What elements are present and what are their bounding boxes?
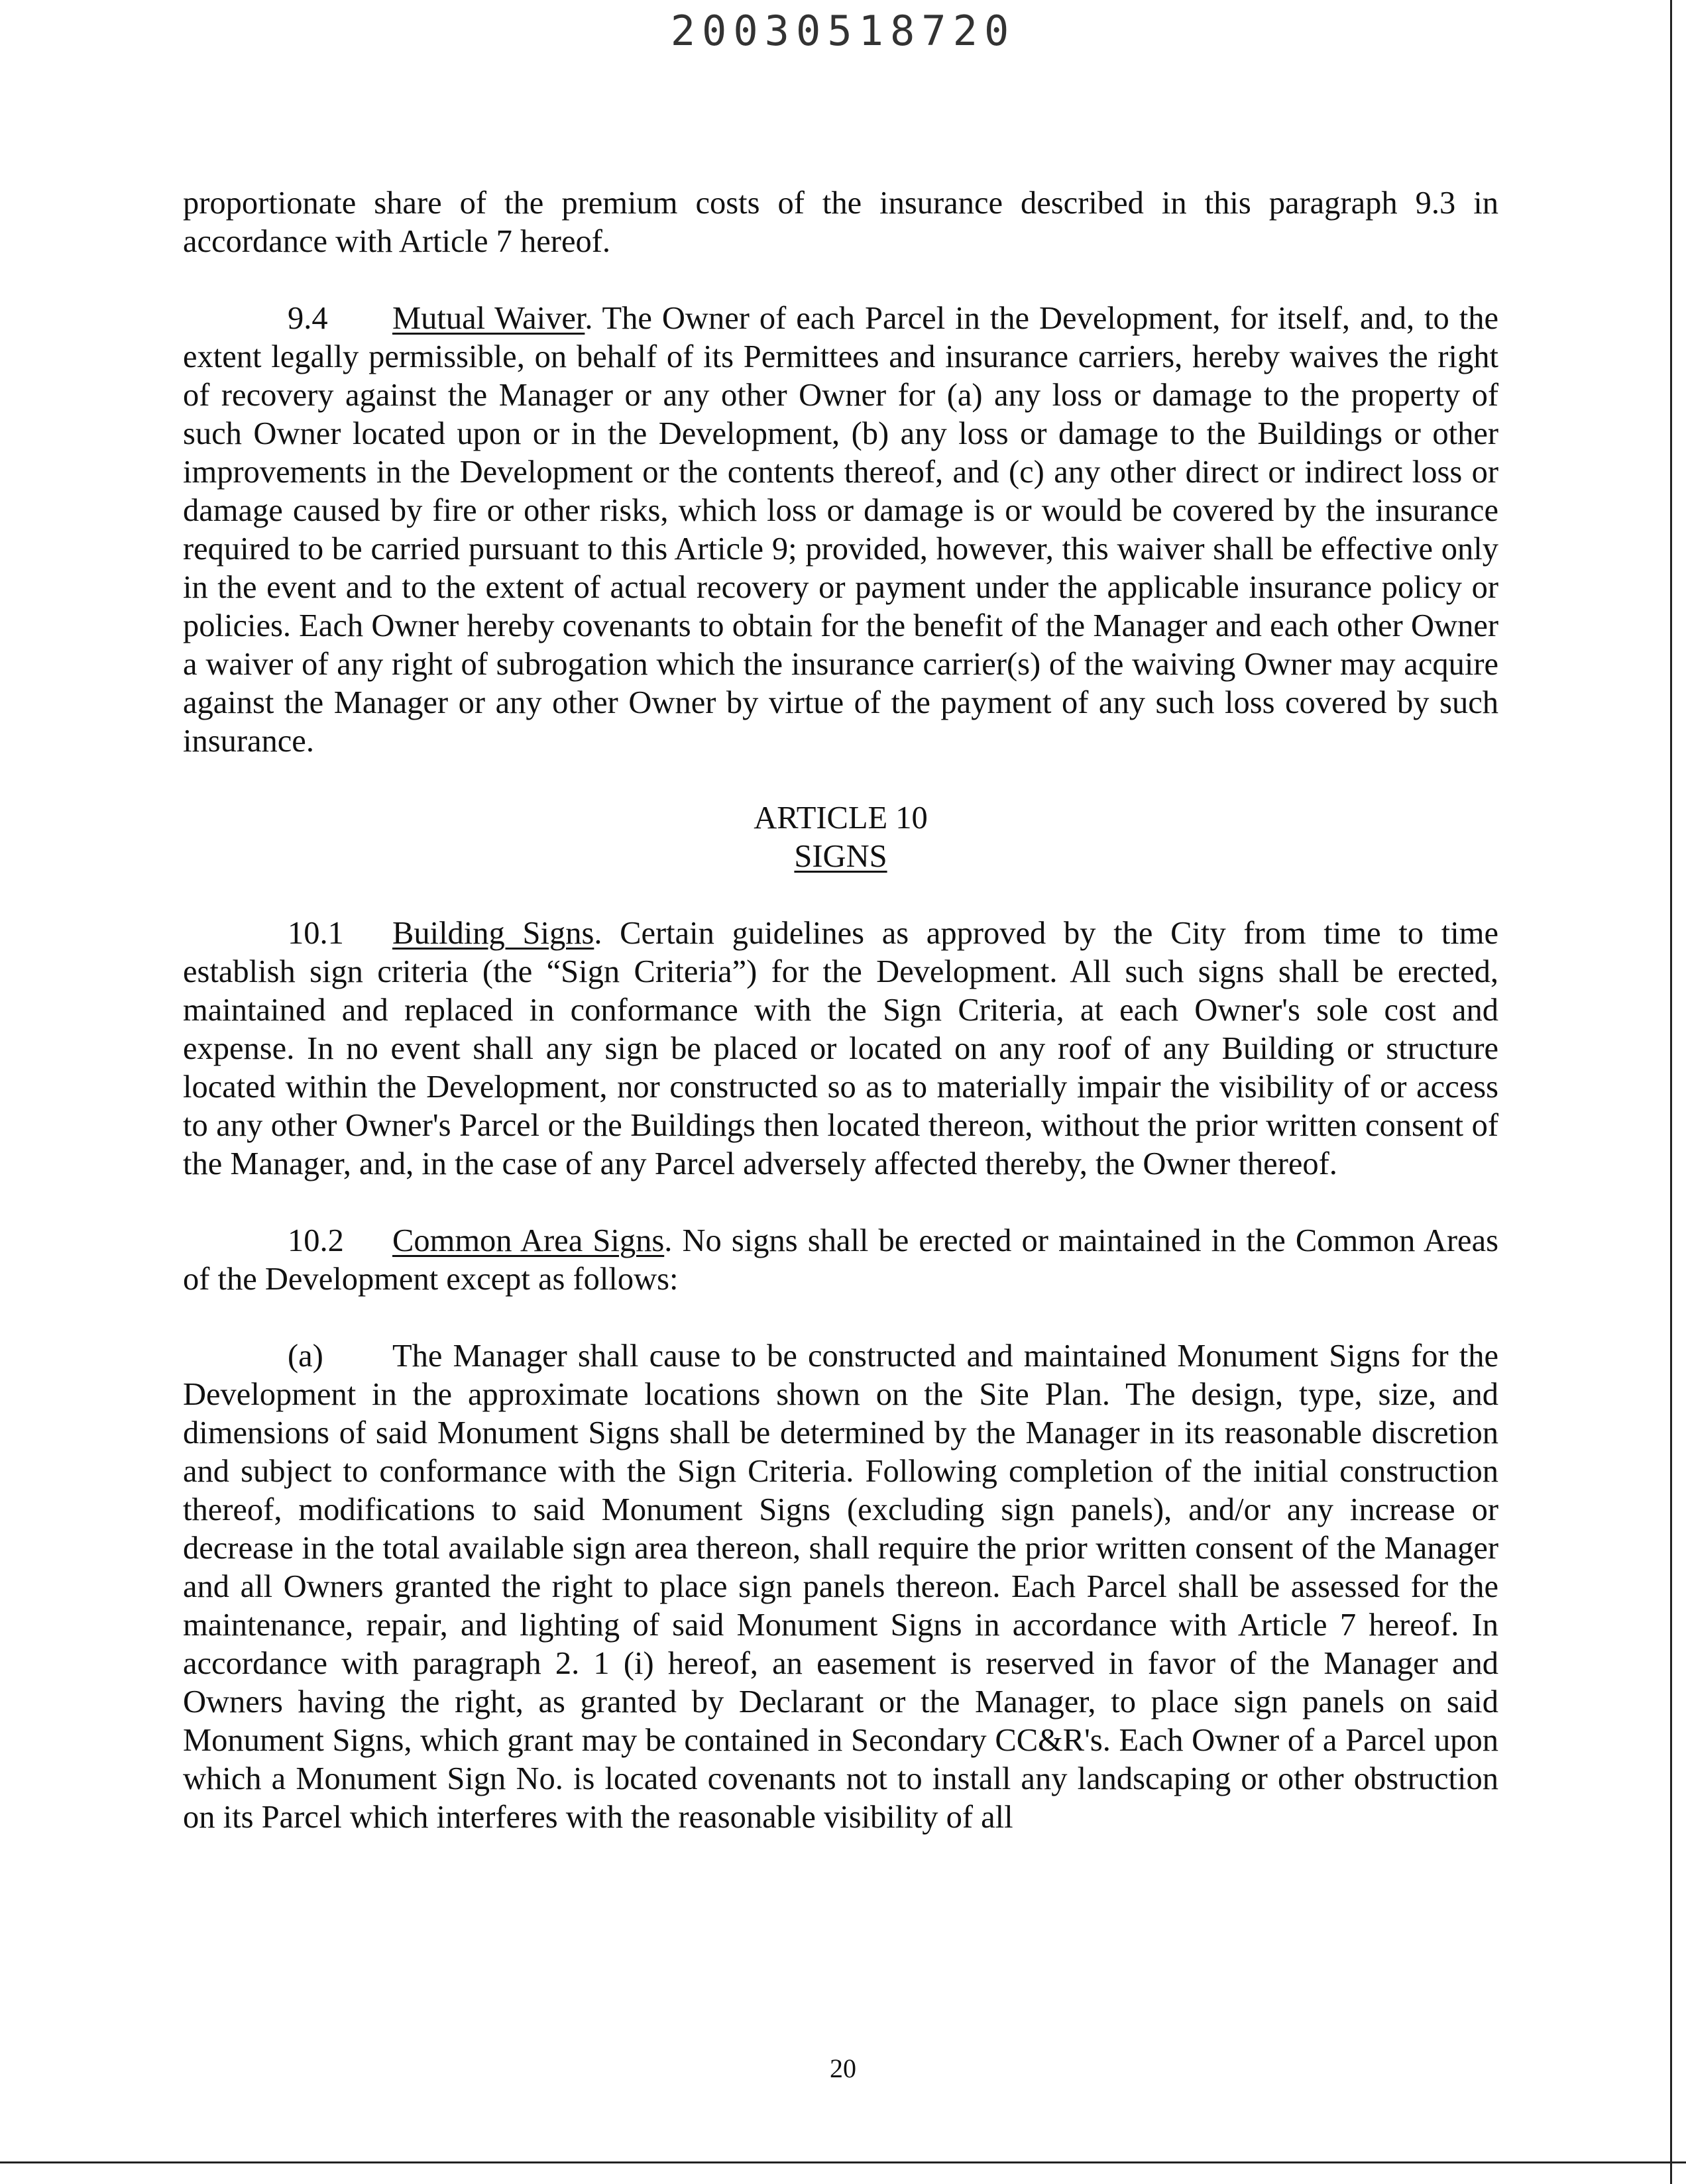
section-heading: Mutual Waiver	[392, 301, 585, 336]
scan-edge-right	[1670, 0, 1672, 2184]
section-number: 10.1	[288, 916, 344, 951]
section-text: . The Owner of each Parcel in the Development, for itself, and, to the extent legally permissible, on behalf of its Permittees and insurance carriers, hereby waives the right of recovery against the Manager or any other Owner for (a) any loss or damage to the property of such Owner located upon or in the Development, (b) any loss or damage to the Buildings or other improvements in the Development or the contents thereof, and (c) any other direct or indirect loss or damage caused by fire or other risks, which loss or damage is or would be covered by the insurance required to be carried pursuant to this Article 9; provided, however, this waiver shall be effective only in the event and to the extent of actual recovery or payment under the applicable insurance policy or policies. Each Owner hereby covenants to obtain for the benefit of the Manager and each other Owner a waiver of any right of subrogation which the insurance carrier(s) of the waiving Owner may acquire against the Manager or any other Owner by virtue of the payment of any such loss covered by such insurance.	[183, 301, 1499, 759]
section-10-1	[183, 914, 1498, 1183]
article-title: SIGNS	[794, 839, 887, 874]
continuation-paragraph: proportionate share of the premium costs of the insurance described in this paragraph 9.3 in accordance with Article 7 hereof.	[183, 186, 1498, 259]
scan-edge-bottom	[0, 2161, 1686, 2163]
section-10-2	[183, 1222, 1498, 1299]
section-number: 9.4	[288, 301, 328, 336]
page-number: 20	[830, 2053, 856, 2083]
article-label: ARTICLE 10	[754, 800, 928, 836]
section-text: . Certain guidelines as approved by the City from time to time establish sign criteria (the “Sign Criteria”) for the Development. All such signs shall be erected, maintained and replaced in conformance with the Sign Criteria, at each Owner's sole cost and expense. In no event shall any sign be placed or located on any roof of any Building or structure located within the Development, nor constructed so as to materially impair the visibility of or access to any other Owner's Parcel or the Buildings then located thereon, without the prior written consent of the Manager, and, in the case of any Parcel adversely affected thereby, the Owner thereof.	[183, 916, 1498, 1181]
section-text: . No signs shall be erected or maintained in the Common Areas of the Development except as follows:	[183, 1223, 1498, 1297]
section-number: 10.2	[288, 1223, 344, 1258]
section-9-4	[183, 300, 1498, 761]
subsection-number: (a)	[288, 1338, 323, 1374]
section-heading: Building Signs	[392, 916, 594, 951]
subsection-10-2-a	[183, 1337, 1498, 1837]
document-number: 20030518720	[670, 7, 1016, 55]
section-heading: Common Area Signs	[392, 1223, 665, 1258]
subsection-text: The Manager shall cause to be constructed and maintained Monument Signs for the Development in the approximate locations shown on the Site Plan. The design, type, size, and dimensions of said Monument Signs shall be determined by the Manager in its reasonable discretion and subject to conformance with the Sign Criteria. Following completion of the initial construction thereof, modifications to said Monument Signs (excluding sign panels), and/or any increase or decrease in the total available sign area thereon, shall require the prior written consent of the Manager and all Owners granted the right to place sign panels thereon. Each Parcel shall be assessed for the maintenance, repair, and lighting of said Monument Signs in accordance with Article 7 hereof. In accordance with paragraph 2. 1 (i) hereof, an easement is reserved in favor of the Manager and Owners having the right, as granted by Declarant or the Manager, to place sign panels on said Monument Signs, which grant may be contained in Secondary CC&R's. Each Owner of a Parcel upon which a Monument Sign No. is located covenants not to install any landscaping or other obstruction on its Parcel which interferes with the reasonable visibility of all	[183, 1338, 1498, 1835]
document-body	[183, 184, 1498, 1875]
article-heading	[183, 799, 1498, 876]
